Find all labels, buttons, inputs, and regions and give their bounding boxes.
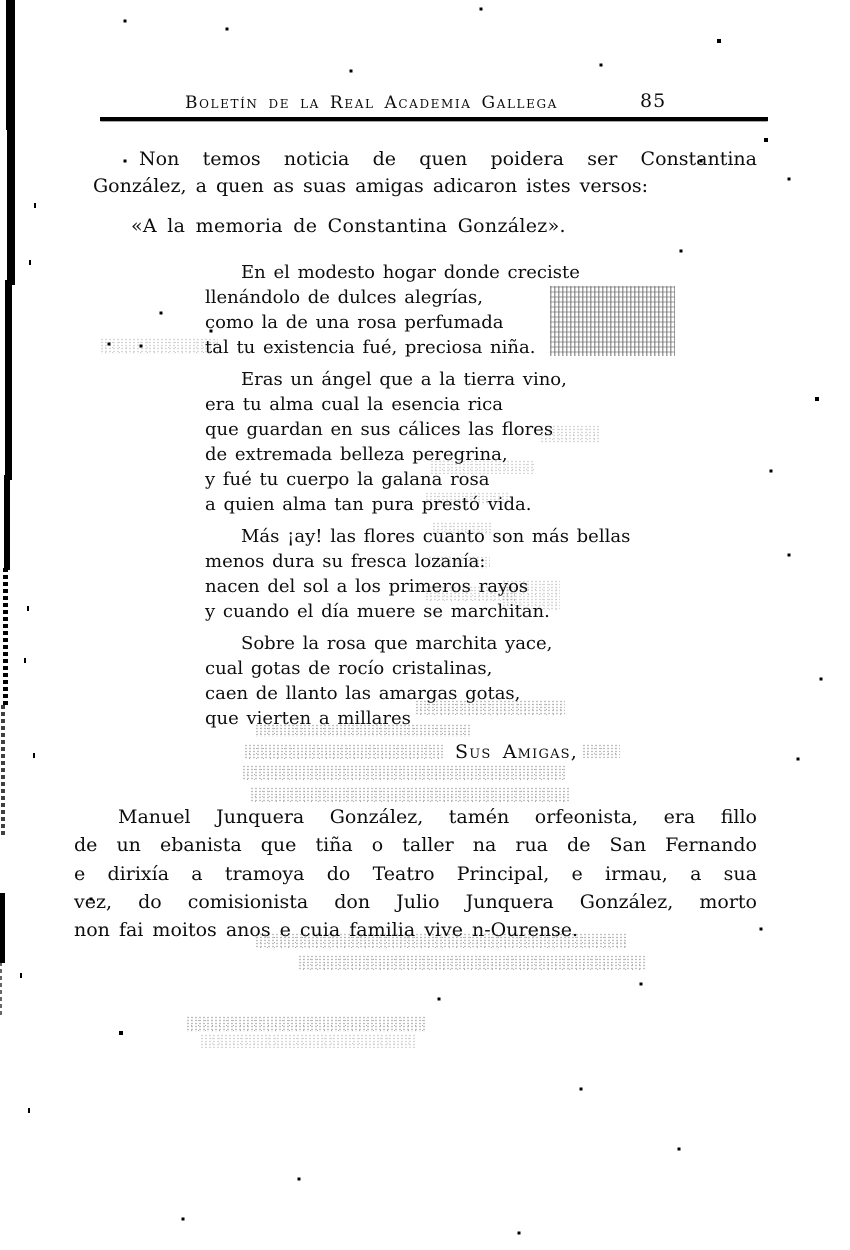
- closing-paragraph: [74, 803, 757, 944]
- bleed-through-noise: [255, 724, 470, 737]
- poem-stanza: [205, 631, 655, 731]
- header-title: Boletín de la Real Academia Gallega: [185, 93, 558, 113]
- binding-edge-segment: [7, 125, 15, 285]
- poem-line: a quien alma tan pura prestó vida.: [205, 494, 532, 515]
- bleed-through-noise: [428, 556, 490, 569]
- bleed-through-noise: [242, 765, 567, 780]
- bleed-through-noise: [502, 580, 560, 610]
- text-line: Non temos noticia de quen poidera ser Constantina: [139, 148, 757, 170]
- poem-line: caen de llanto las amargas gotas,: [205, 683, 521, 704]
- bleed-through-noise: [582, 744, 620, 758]
- binding-edge-segment: [4, 475, 10, 570]
- bleed-through-noise: [430, 460, 535, 474]
- poem-line: era tu alma cual la esencia rica: [205, 394, 503, 415]
- bleed-through-noise: [432, 522, 492, 535]
- binding-edge-segment: [0, 893, 5, 963]
- poem-line: En el modesto hogar donde creciste: [241, 262, 580, 283]
- bleed-through-noise: [250, 787, 570, 802]
- poem-line: nacen del sol a los primeros rayos: [205, 576, 529, 597]
- poem-line: tal tu existencia fué, preciosa niña.: [205, 337, 536, 358]
- poem-line: y fué tu cuerpo la galana rosa: [205, 469, 490, 490]
- binding-edge-segment: [5, 280, 12, 480]
- bleed-through-noise: [186, 1016, 426, 1032]
- header-rule: [100, 117, 768, 121]
- text-line: e dirixía a tramoya do Teatro Principal, e irmau, a sua: [74, 862, 757, 885]
- text-line: Manuel Junquera González, tamén orfeonista, era fillo: [118, 806, 757, 828]
- poem-dedication: «A la memoria de Constantina González».: [131, 215, 566, 237]
- poem-line: como la de una rosa perfumada: [205, 312, 504, 333]
- poem-line: Eras un ángel que a la tierra vino,: [241, 369, 567, 390]
- binding-edge-segment: [0, 963, 2, 1015]
- poem-signature: Sus Amigas,: [455, 741, 579, 763]
- binding-edge-segment: [3, 565, 8, 705]
- bleed-through-noise: [100, 338, 218, 354]
- text-line: vez, do comisionista don Julio Junquera González, morto: [74, 890, 757, 913]
- bleed-through-noise: [425, 492, 510, 505]
- page-number: 85: [640, 90, 667, 112]
- binding-edge-segment: [6, 0, 15, 130]
- poem-line: Sobre la rosa que marchita yace,: [241, 633, 553, 654]
- poem-line: llenándolo de dulces alegrías,: [205, 287, 483, 308]
- bleed-through-noise: [200, 1034, 415, 1048]
- scan-noise-ticks: [0, 0, 2, 5]
- bleed-through-noise: [244, 744, 444, 759]
- poem-line: de extremada belleza peregrina,: [205, 444, 508, 465]
- poem-line: Más ¡ay! las flores cuanto son más bellas: [241, 526, 631, 547]
- poem-line: que guardan en sus cálices las flores: [205, 419, 554, 440]
- poem-line: que vierten a millares: [205, 708, 411, 729]
- text-line: de un ebanista que tiña o taller na rua de San Fernando: [74, 834, 757, 857]
- poem-line: cual gotas de rocío cristalinas,: [205, 658, 493, 679]
- text-line: non fai moitos anos e cuia familia vive n-Ourense.: [74, 919, 579, 942]
- bleed-through-noise: [298, 955, 646, 970]
- bleed-through-noise: [415, 700, 565, 715]
- poem-line: menos dura su fresca lozanía:: [205, 551, 486, 572]
- bleed-through-noise: [550, 286, 675, 356]
- bleed-through-noise: [540, 425, 600, 443]
- poem-line: y cuando el día muere se marchitan.: [205, 601, 550, 622]
- text-line: González, a quen as suas amigas adicaron istes versos:: [93, 174, 649, 197]
- bleed-through-noise: [255, 933, 627, 948]
- poem-stanza: [205, 524, 655, 624]
- binding-edge-segment: [1, 705, 5, 835]
- intro-paragraph: [93, 146, 757, 199]
